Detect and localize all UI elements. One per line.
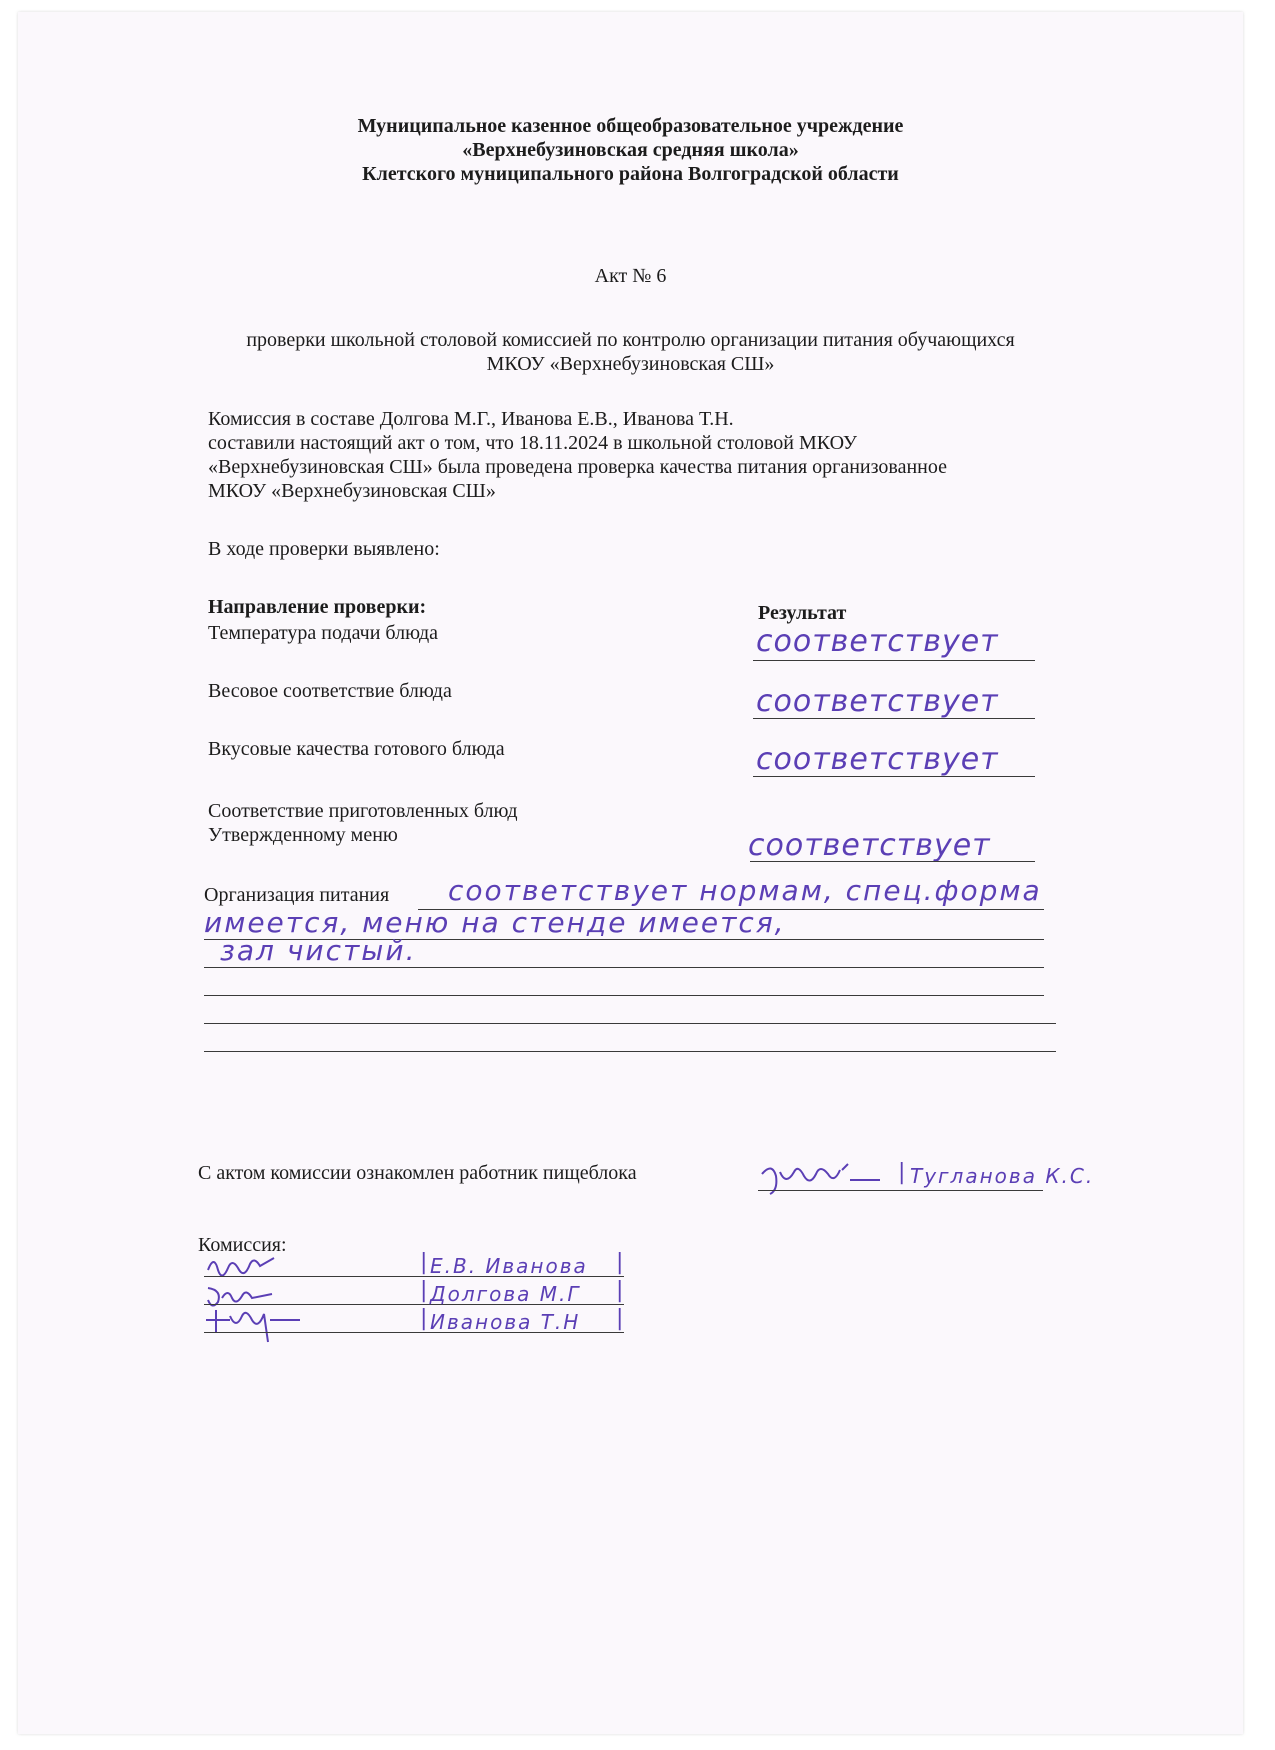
organization-underline [204,1023,1056,1024]
org-name-line2: «Верхнебузиновская средняя школа» [462,139,799,161]
check-result-taste: соответствует [756,742,999,777]
check-result-weight: соответствует [756,684,999,719]
check-result-temperature: соответствует [756,624,999,659]
body-line4: МКОУ «Верхнебузиновская СШ» [208,480,496,502]
member-name-2: Долгова М.Г [430,1282,581,1306]
organization-underline [204,1051,1056,1052]
document-page [18,12,1243,1734]
check-label-weight: Весовое соответствие блюда [208,680,452,702]
direction-header: Направление проверки: [208,596,427,618]
acknowledgement-underline [758,1190,1043,1191]
slash-separator: | [420,1250,428,1275]
result-underline [753,718,1035,719]
acknowledgement-label: С актом комиссии ознакомлен работник пищеблока [198,1162,637,1184]
body-line2: составили настоящий акт о том, что 18.11.2024 в школьной столовой МКОУ [208,432,858,454]
body-line1: Комиссия в составе Долгова М.Г., Иванова Е.В., Иванова Т.Н. [208,408,734,430]
slash-separator: | [616,1250,624,1275]
member-name-3: Иванова Т.Н [430,1310,581,1334]
result-underline [753,660,1035,661]
act-title: Акт № 6 [594,265,667,287]
organization-underline [204,995,1044,996]
act-subtitle-line2: МКОУ «Верхнебузиновская СШ» [486,353,775,375]
organization-text-line1: соответствует нормам, спец.форма [448,874,1042,907]
result-underline [750,861,1035,862]
check-label-temperature: Температура подачи блюда [208,622,439,644]
result-underline [753,776,1035,777]
slash-separator: | [420,1278,428,1303]
organization-text-line3: зал чистый. [220,934,417,967]
check-label-menu-line1: Соответствие приготовленных блюд [208,800,518,822]
commission-label: Комиссия: [198,1234,287,1256]
findings-label: В ходе проверки выявлено: [208,538,440,560]
member-name-1: Е.В. Иванова [430,1254,588,1278]
member-signature-3 [204,1306,314,1342]
act-subtitle-line1: проверки школьной столовой комиссией по контролю организации питания обучающихся [246,329,1015,351]
slash-separator: | [420,1306,428,1331]
result-header: Результат [758,602,847,624]
member-signature-1 [204,1252,294,1282]
check-result-menu: соответствует [748,828,991,863]
body-line3: «Верхнебузиновская СШ» была проведена проверка качества питания организованное [208,456,947,478]
check-label-menu-line2: Утвержденному меню [208,824,398,846]
organization-underline [204,967,1044,968]
slash-separator: | [616,1278,624,1303]
worker-name: Тугланова К.С. [910,1164,1095,1188]
slash-separator: | [616,1306,624,1331]
slash-separator: | [898,1160,906,1185]
organization-label: Организация питания [204,884,390,906]
check-label-taste: Вкусовые качества готового блюда [208,738,505,760]
org-name-line1: Муниципальное казенное общеобразовательное учреждение [357,115,904,137]
org-name-line3: Клетского муниципального района Волгоградской области [362,163,899,185]
organization-text-line2: имеется, меню на стенде имеется, [204,906,786,939]
